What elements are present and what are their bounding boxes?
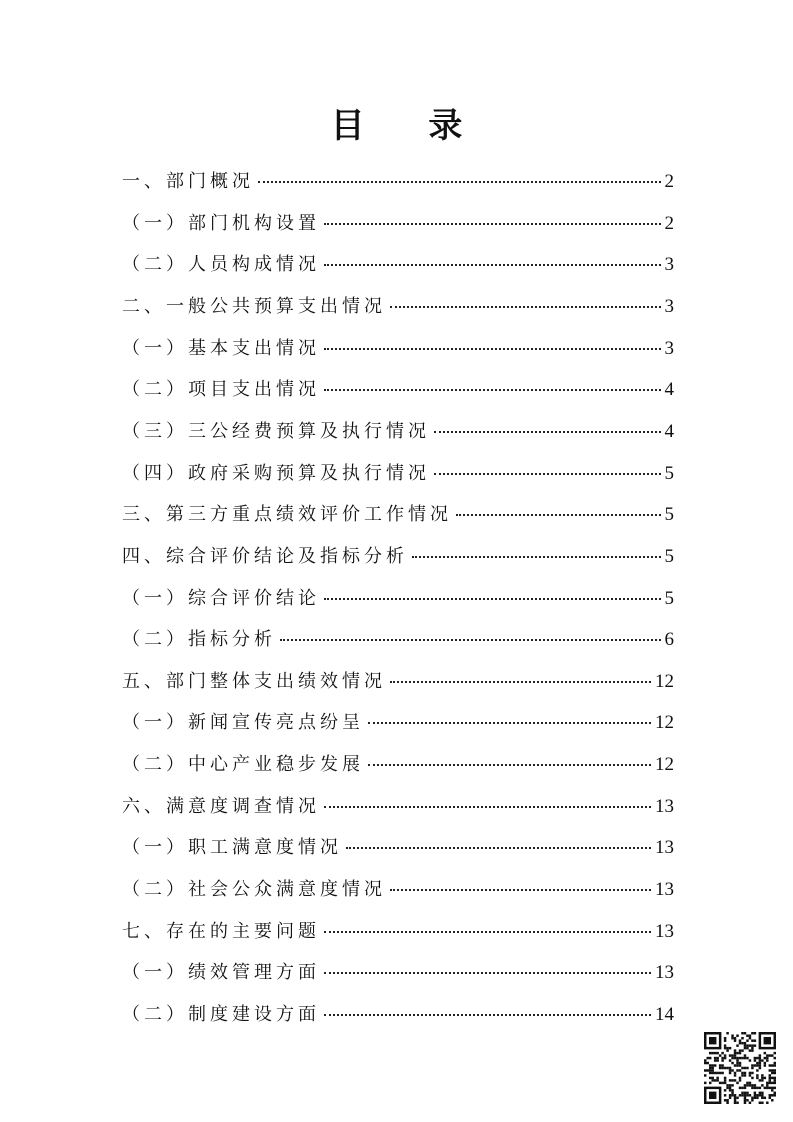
- toc-dot-leader: [412, 556, 661, 558]
- toc-dot-leader: [324, 223, 661, 225]
- toc-entry[interactable]: [122, 793, 674, 821]
- toc-dot-leader: [368, 764, 651, 766]
- toc-entry-page-number: 3: [664, 337, 674, 359]
- toc-dot-leader: [258, 181, 661, 183]
- toc-entry-page-number: 5: [664, 545, 674, 567]
- toc-entry-page-number: 3: [664, 295, 674, 317]
- toc-entry-page-number: 12: [655, 712, 674, 734]
- page-title: 目 录: [330, 106, 489, 146]
- toc-entry[interactable]: [122, 834, 674, 862]
- toc-entry-page-number: 3: [664, 254, 674, 276]
- toc-entry-page-number: 5: [664, 462, 674, 484]
- toc-entry[interactable]: [122, 335, 674, 363]
- toc-entry-label: （四）政府采购预算及执行情况: [122, 462, 430, 484]
- toc-entry[interactable]: [122, 585, 674, 613]
- toc-entry[interactable]: [122, 543, 674, 571]
- toc-dot-leader: [324, 972, 651, 974]
- toc-dot-leader: [434, 431, 661, 433]
- toc-entry-label: 四、综合评价结论及指标分析: [122, 545, 408, 567]
- toc-entry[interactable]: [122, 460, 674, 488]
- toc-entry-label: 二、一般公共预算支出情况: [122, 295, 386, 317]
- toc-entry-label: （二）制度建设方面: [122, 1004, 320, 1025]
- toc-dot-leader: [324, 1014, 651, 1016]
- toc-entry-page-number: 2: [664, 171, 674, 192]
- toc-entry[interactable]: [122, 418, 674, 446]
- toc-entry-label: （一）新闻宣传亮点纷呈: [122, 712, 364, 734]
- toc-entry[interactable]: [122, 168, 674, 196]
- toc-dot-leader: [324, 264, 661, 266]
- toc-dot-leader: [324, 598, 661, 600]
- toc-dot-leader: [324, 348, 661, 350]
- toc-entry[interactable]: [122, 293, 674, 321]
- toc-entry-page-number: 14: [655, 1004, 674, 1025]
- qr-code-icon: [704, 1032, 776, 1104]
- toc-entry-page-number: 13: [655, 920, 674, 942]
- toc-dot-leader: [434, 473, 661, 475]
- toc-entry[interactable]: [122, 876, 674, 904]
- toc-entry[interactable]: [122, 709, 674, 737]
- toc-entry-label: 五、部门整体支出绩效情况: [122, 670, 386, 692]
- toc-dot-leader: [390, 889, 651, 891]
- toc-dot-leader: [324, 931, 651, 933]
- toc-entry-page-number: 6: [664, 629, 674, 651]
- toc-entry[interactable]: [122, 210, 674, 238]
- toc-dot-leader: [324, 806, 651, 808]
- toc-entry-label: （一）基本支出情况: [122, 337, 320, 359]
- toc-entry-page-number: 13: [655, 795, 674, 817]
- toc-entry-page-number: 13: [655, 837, 674, 859]
- toc-dot-leader: [368, 722, 651, 724]
- toc-entry-label: （一）综合评价结论: [122, 587, 320, 609]
- toc-dot-leader: [280, 639, 661, 641]
- toc-entry-label: （一）绩效管理方面: [122, 962, 320, 984]
- toc-entry-page-number: 13: [655, 879, 674, 901]
- toc-entry-page-number: 12: [655, 670, 674, 692]
- toc-entry-label: （二）项目支出情况: [122, 379, 320, 401]
- toc-dot-leader: [346, 847, 651, 849]
- toc-entry[interactable]: [122, 918, 674, 946]
- toc-dot-leader: [390, 681, 651, 683]
- toc-dot-leader: [324, 389, 661, 391]
- toc-entry[interactable]: [122, 1001, 674, 1029]
- toc-entry-label: （二）社会公众满意度情况: [122, 879, 386, 901]
- toc-entry[interactable]: [122, 626, 674, 654]
- toc-entry[interactable]: [122, 959, 674, 987]
- toc-entry[interactable]: [122, 668, 674, 696]
- toc-entry-label: （三）三公经费预算及执行情况: [122, 420, 430, 442]
- toc-entry[interactable]: [122, 501, 674, 529]
- toc-entry[interactable]: [122, 251, 674, 279]
- toc-dot-leader: [456, 514, 661, 516]
- toc-entry-label: 七、存在的主要问题: [122, 920, 320, 942]
- toc-entry-page-number: 13: [655, 962, 674, 984]
- toc-entry-label: （一）部门机构设置: [122, 212, 320, 234]
- toc-entry-page-number: 5: [664, 587, 674, 609]
- toc-entry-label: （二）指标分析: [122, 629, 276, 651]
- toc-entry-page-number: 2: [664, 212, 674, 234]
- toc-entry-label: 三、第三方重点绩效评价工作情况: [122, 504, 452, 526]
- toc-dot-leader: [390, 306, 661, 308]
- toc-entry-label: 六、满意度调查情况: [122, 795, 320, 817]
- toc-entry-label: （二）中心产业稳步发展: [122, 754, 364, 776]
- toc-entry-label: （二）人员构成情况: [122, 254, 320, 276]
- toc-entry-label: 一、部门概况: [122, 171, 254, 192]
- toc-entry-page-number: 4: [664, 420, 674, 442]
- toc-entry-label: （一）职工满意度情况: [122, 837, 342, 859]
- toc-entry-page-number: 12: [655, 754, 674, 776]
- toc-entry[interactable]: [122, 376, 674, 404]
- toc-entry-page-number: 5: [664, 504, 674, 526]
- toc-entry-page-number: 4: [664, 379, 674, 401]
- toc-entry[interactable]: [122, 751, 674, 779]
